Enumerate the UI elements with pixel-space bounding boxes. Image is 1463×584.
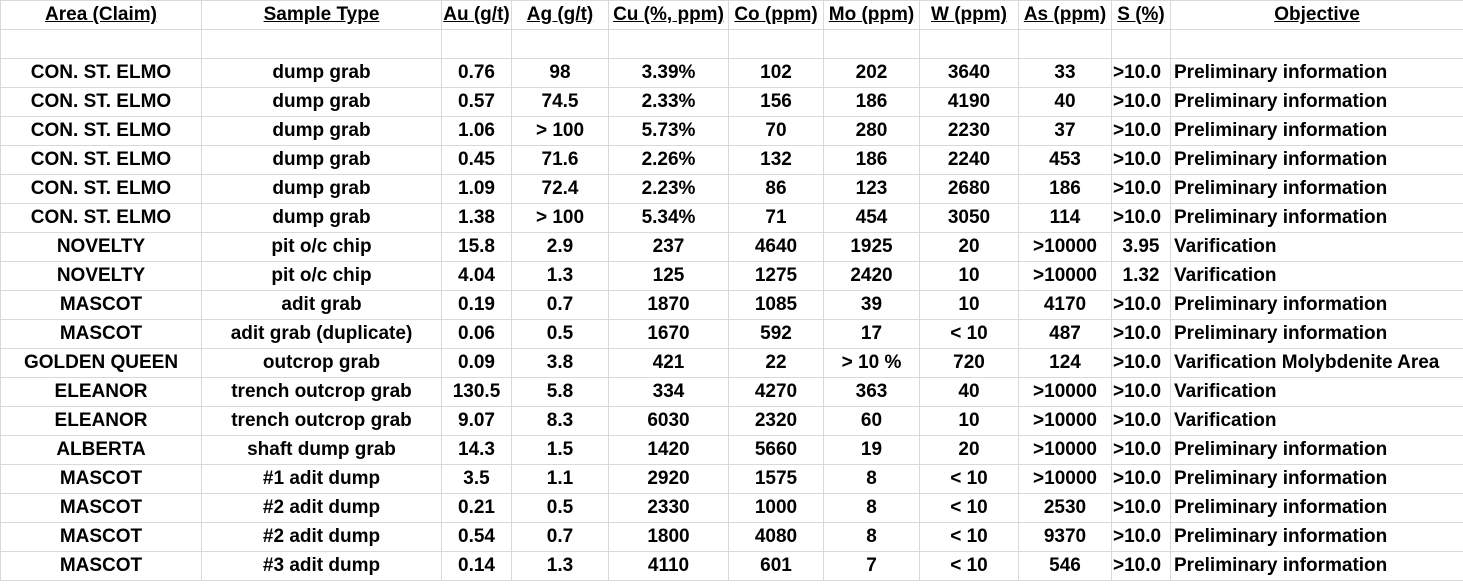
au-cell[interactable]: 0.06 [442, 320, 512, 349]
w-cell[interactable]: < 10 [920, 523, 1019, 552]
table-row [1, 378, 1463, 407]
mo-cell[interactable]: 8 [824, 465, 920, 494]
sample-type-cell[interactable]: adit grab (duplicate) [202, 320, 442, 349]
as-cell[interactable]: 9370 [1019, 523, 1112, 552]
objective-cell[interactable]: Varification [1171, 262, 1463, 291]
cu-cell[interactable]: 1800 [609, 523, 729, 552]
mo-cell[interactable]: > 10 % [824, 349, 920, 378]
as-cell[interactable]: 33 [1019, 59, 1112, 88]
sample-type-cell[interactable]: pit o/c chip [202, 233, 442, 262]
ag-cell[interactable]: 98 [512, 59, 609, 88]
area-cell[interactable]: MASCOT [1, 320, 202, 349]
as-cell[interactable]: 2530 [1019, 494, 1112, 523]
w-cell[interactable]: 20 [920, 436, 1019, 465]
co-cell[interactable]: 1575 [729, 465, 824, 494]
table-row [1, 494, 1463, 523]
co-cell[interactable]: 2320 [729, 407, 824, 436]
as-cell[interactable]: 546 [1019, 552, 1112, 581]
as-cell[interactable]: 114 [1019, 204, 1112, 233]
objective-cell[interactable]: Varification [1171, 378, 1463, 407]
ag-cell[interactable]: 5.8 [512, 378, 609, 407]
objective-cell[interactable]: Preliminary information [1171, 523, 1463, 552]
co-cell[interactable]: 601 [729, 552, 824, 581]
sample-type-cell[interactable]: trench outcrop grab [202, 407, 442, 436]
cu-cell[interactable]: 6030 [609, 407, 729, 436]
s-cell[interactable]: >10.0 [1112, 320, 1171, 349]
header-mo[interactable]: Mo (ppm) [824, 1, 920, 30]
mo-cell[interactable]: 202 [824, 59, 920, 88]
empty-row [1, 30, 1463, 59]
au-cell[interactable]: 0.21 [442, 494, 512, 523]
w-cell[interactable]: 720 [920, 349, 1019, 378]
w-cell[interactable]: 10 [920, 407, 1019, 436]
cu-cell[interactable]: 5.73% [609, 117, 729, 146]
area-cell[interactable]: ELEANOR [1, 407, 202, 436]
co-cell[interactable]: 1275 [729, 262, 824, 291]
au-cell[interactable]: 9.07 [442, 407, 512, 436]
ag-cell[interactable]: 0.5 [512, 320, 609, 349]
mo-cell[interactable]: 454 [824, 204, 920, 233]
as-cell[interactable]: >10000 [1019, 378, 1112, 407]
header-as[interactable]: As (ppm) [1019, 1, 1112, 30]
area-cell[interactable]: MASCOT [1, 465, 202, 494]
w-cell[interactable]: < 10 [920, 465, 1019, 494]
co-cell[interactable]: 592 [729, 320, 824, 349]
s-cell[interactable]: >10.0 [1112, 465, 1171, 494]
table-row [1, 465, 1463, 494]
mo-cell[interactable]: 186 [824, 88, 920, 117]
as-cell[interactable]: 453 [1019, 146, 1112, 175]
objective-cell[interactable]: Preliminary information [1171, 59, 1463, 88]
cu-cell[interactable]: 125 [609, 262, 729, 291]
sample-type-cell[interactable]: #1 adit dump [202, 465, 442, 494]
w-cell[interactable]: 10 [920, 262, 1019, 291]
objective-cell[interactable]: Preliminary information [1171, 117, 1463, 146]
table-row [1, 59, 1463, 88]
co-cell[interactable]: 71 [729, 204, 824, 233]
cu-cell[interactable]: 2.23% [609, 175, 729, 204]
area-cell[interactable]: CON. ST. ELMO [1, 146, 202, 175]
table-row [1, 291, 1463, 320]
table-row [1, 552, 1463, 581]
empty-cell[interactable] [442, 30, 512, 59]
s-cell[interactable]: >10.0 [1112, 523, 1171, 552]
table-row [1, 88, 1463, 117]
s-cell[interactable]: >10.0 [1112, 146, 1171, 175]
w-cell[interactable]: 2230 [920, 117, 1019, 146]
objective-cell[interactable]: Preliminary information [1171, 465, 1463, 494]
cu-cell[interactable]: 421 [609, 349, 729, 378]
s-cell[interactable]: >10.0 [1112, 204, 1171, 233]
objective-cell[interactable]: Preliminary information [1171, 88, 1463, 117]
ag-cell[interactable]: 1.1 [512, 465, 609, 494]
ag-cell[interactable]: 72.4 [512, 175, 609, 204]
area-cell[interactable]: CON. ST. ELMO [1, 117, 202, 146]
au-cell[interactable]: 0.19 [442, 291, 512, 320]
cu-cell[interactable]: 3.39% [609, 59, 729, 88]
s-cell[interactable]: >10.0 [1112, 349, 1171, 378]
sample-type-cell[interactable]: pit o/c chip [202, 262, 442, 291]
ag-cell[interactable]: > 100 [512, 204, 609, 233]
objective-cell[interactable]: Varification [1171, 407, 1463, 436]
s-cell[interactable]: >10.0 [1112, 59, 1171, 88]
objective-cell[interactable]: Preliminary information [1171, 436, 1463, 465]
objective-cell[interactable]: Preliminary information [1171, 291, 1463, 320]
s-cell[interactable]: 3.95 [1112, 233, 1171, 262]
ag-cell[interactable]: 3.8 [512, 349, 609, 378]
table-row [1, 349, 1463, 378]
w-cell[interactable]: 3050 [920, 204, 1019, 233]
mo-cell[interactable]: 8 [824, 523, 920, 552]
empty-cell[interactable] [824, 30, 920, 59]
w-cell[interactable]: 3640 [920, 59, 1019, 88]
area-cell[interactable]: ELEANOR [1, 378, 202, 407]
objective-cell[interactable]: Preliminary information [1171, 146, 1463, 175]
co-cell[interactable]: 4080 [729, 523, 824, 552]
sample-type-cell[interactable]: dump grab [202, 175, 442, 204]
ag-cell[interactable]: 1.3 [512, 262, 609, 291]
co-cell[interactable]: 156 [729, 88, 824, 117]
ag-cell[interactable]: 1.3 [512, 552, 609, 581]
objective-cell[interactable]: Preliminary information [1171, 175, 1463, 204]
empty-cell[interactable] [202, 30, 442, 59]
ag-cell[interactable]: 71.6 [512, 146, 609, 175]
objective-cell[interactable]: Varification Molybdenite Area [1171, 349, 1463, 378]
table-row [1, 146, 1463, 175]
mo-cell[interactable]: 8 [824, 494, 920, 523]
mo-cell[interactable]: 280 [824, 117, 920, 146]
table-row [1, 175, 1463, 204]
table-row [1, 407, 1463, 436]
objective-cell[interactable]: Preliminary information [1171, 552, 1463, 581]
header-cu[interactable]: Cu (%, ppm) [609, 1, 729, 30]
empty-cell[interactable] [609, 30, 729, 59]
cu-cell[interactable]: 237 [609, 233, 729, 262]
s-cell[interactable]: >10.0 [1112, 88, 1171, 117]
as-cell[interactable]: 124 [1019, 349, 1112, 378]
table-row [1, 320, 1463, 349]
mo-cell[interactable]: 123 [824, 175, 920, 204]
sample-type-cell[interactable]: dump grab [202, 59, 442, 88]
area-cell[interactable]: MASCOT [1, 291, 202, 320]
as-cell[interactable]: 186 [1019, 175, 1112, 204]
ag-cell[interactable]: 0.7 [512, 523, 609, 552]
table-row [1, 233, 1463, 262]
as-cell[interactable]: >10000 [1019, 262, 1112, 291]
ag-cell[interactable]: 1.5 [512, 436, 609, 465]
header-ag[interactable]: Ag (g/t) [512, 1, 609, 30]
as-cell[interactable]: 4170 [1019, 291, 1112, 320]
table-row [1, 523, 1463, 552]
as-cell[interactable]: 487 [1019, 320, 1112, 349]
co-cell[interactable]: 4640 [729, 233, 824, 262]
as-cell[interactable]: >10000 [1019, 407, 1112, 436]
cu-cell[interactable]: 4110 [609, 552, 729, 581]
sample-type-cell[interactable]: dump grab [202, 204, 442, 233]
co-cell[interactable]: 5660 [729, 436, 824, 465]
header-sample-type[interactable]: Sample Type [202, 1, 442, 30]
cu-cell[interactable]: 1870 [609, 291, 729, 320]
objective-cell[interactable]: Varification [1171, 233, 1463, 262]
w-cell[interactable]: 4190 [920, 88, 1019, 117]
w-cell[interactable]: < 10 [920, 494, 1019, 523]
sample-type-cell[interactable]: dump grab [202, 88, 442, 117]
ag-cell[interactable]: 0.7 [512, 291, 609, 320]
s-cell[interactable]: 1.32 [1112, 262, 1171, 291]
as-cell[interactable]: >10000 [1019, 233, 1112, 262]
co-cell[interactable]: 132 [729, 146, 824, 175]
header-co[interactable]: Co (ppm) [729, 1, 824, 30]
empty-cell[interactable] [729, 30, 824, 59]
empty-cell[interactable] [512, 30, 609, 59]
area-cell[interactable]: NOVELTY [1, 262, 202, 291]
cu-cell[interactable]: 1670 [609, 320, 729, 349]
au-cell[interactable]: 1.06 [442, 117, 512, 146]
co-cell[interactable]: 102 [729, 59, 824, 88]
s-cell[interactable]: >10.0 [1112, 552, 1171, 581]
s-cell[interactable]: >10.0 [1112, 494, 1171, 523]
header-au[interactable]: Au (g/t) [442, 1, 512, 30]
co-cell[interactable]: 22 [729, 349, 824, 378]
area-cell[interactable]: ALBERTA [1, 436, 202, 465]
w-cell[interactable]: < 10 [920, 552, 1019, 581]
co-cell[interactable]: 4270 [729, 378, 824, 407]
sample-type-cell[interactable]: adit grab [202, 291, 442, 320]
empty-cell[interactable] [1, 30, 202, 59]
au-cell[interactable]: 0.09 [442, 349, 512, 378]
mo-cell[interactable]: 186 [824, 146, 920, 175]
w-cell[interactable]: 20 [920, 233, 1019, 262]
table-row [1, 204, 1463, 233]
area-cell[interactable]: MASCOT [1, 494, 202, 523]
s-cell[interactable]: >10.0 [1112, 291, 1171, 320]
w-cell[interactable]: 2240 [920, 146, 1019, 175]
area-cell[interactable]: CON. ST. ELMO [1, 59, 202, 88]
w-cell[interactable]: 2680 [920, 175, 1019, 204]
header-row [1, 1, 1463, 30]
area-cell[interactable]: MASCOT [1, 552, 202, 581]
area-cell[interactable]: CON. ST. ELMO [1, 204, 202, 233]
cu-cell[interactable]: 2.26% [609, 146, 729, 175]
header-area-claim[interactable]: Area (Claim) [1, 1, 202, 30]
area-cell[interactable]: MASCOT [1, 523, 202, 552]
empty-cell[interactable] [1171, 30, 1463, 59]
mo-cell[interactable]: 39 [824, 291, 920, 320]
objective-cell[interactable]: Preliminary information [1171, 320, 1463, 349]
cu-cell[interactable]: 2.33% [609, 88, 729, 117]
objective-cell[interactable]: Preliminary information [1171, 494, 1463, 523]
au-cell[interactable]: 1.38 [442, 204, 512, 233]
mo-cell[interactable]: 363 [824, 378, 920, 407]
table-row [1, 262, 1463, 291]
table-row [1, 436, 1463, 465]
au-cell[interactable]: 0.54 [442, 523, 512, 552]
co-cell[interactable]: 1000 [729, 494, 824, 523]
sample-type-cell[interactable]: outcrop grab [202, 349, 442, 378]
objective-cell[interactable]: Preliminary information [1171, 204, 1463, 233]
au-cell[interactable]: 1.09 [442, 175, 512, 204]
s-cell[interactable]: >10.0 [1112, 175, 1171, 204]
area-cell[interactable]: GOLDEN QUEEN [1, 349, 202, 378]
cu-cell[interactable]: 2330 [609, 494, 729, 523]
au-cell[interactable]: 14.3 [442, 436, 512, 465]
sample-type-cell[interactable]: #3 adit dump [202, 552, 442, 581]
s-cell[interactable]: >10.0 [1112, 436, 1171, 465]
mo-cell[interactable]: 17 [824, 320, 920, 349]
au-cell[interactable]: 0.76 [442, 59, 512, 88]
cu-cell[interactable]: 1420 [609, 436, 729, 465]
sample-type-cell[interactable]: #2 adit dump [202, 494, 442, 523]
mo-cell[interactable]: 7 [824, 552, 920, 581]
au-cell[interactable]: 0.57 [442, 88, 512, 117]
header-objective[interactable]: Objective [1171, 1, 1463, 30]
area-cell[interactable]: CON. ST. ELMO [1, 88, 202, 117]
s-cell[interactable]: >10.0 [1112, 378, 1171, 407]
table-body [1, 30, 1463, 581]
as-cell[interactable]: 37 [1019, 117, 1112, 146]
au-cell[interactable]: 3.5 [442, 465, 512, 494]
header-w[interactable]: W (ppm) [920, 1, 1019, 30]
w-cell[interactable]: < 10 [920, 320, 1019, 349]
s-cell[interactable]: >10.0 [1112, 407, 1171, 436]
mo-cell[interactable]: 60 [824, 407, 920, 436]
as-cell[interactable]: 40 [1019, 88, 1112, 117]
cu-cell[interactable]: 334 [609, 378, 729, 407]
as-cell[interactable]: >10000 [1019, 465, 1112, 494]
cu-cell[interactable]: 2920 [609, 465, 729, 494]
sample-type-cell[interactable]: #2 adit dump [202, 523, 442, 552]
empty-cell[interactable] [1019, 30, 1112, 59]
sample-type-cell[interactable]: dump grab [202, 117, 442, 146]
co-cell[interactable]: 1085 [729, 291, 824, 320]
au-cell[interactable]: 0.14 [442, 552, 512, 581]
as-cell[interactable]: >10000 [1019, 436, 1112, 465]
au-cell[interactable]: 15.8 [442, 233, 512, 262]
w-cell[interactable]: 10 [920, 291, 1019, 320]
empty-cell[interactable] [1112, 30, 1171, 59]
w-cell[interactable]: 40 [920, 378, 1019, 407]
area-cell[interactable]: CON. ST. ELMO [1, 175, 202, 204]
sample-type-cell[interactable]: trench outcrop grab [202, 378, 442, 407]
au-cell[interactable]: 130.5 [442, 378, 512, 407]
sample-type-cell[interactable]: dump grab [202, 146, 442, 175]
au-cell[interactable]: 4.04 [442, 262, 512, 291]
ag-cell[interactable]: 74.5 [512, 88, 609, 117]
co-cell[interactable]: 86 [729, 175, 824, 204]
mo-cell[interactable]: 1925 [824, 233, 920, 262]
header-s[interactable]: S (%) [1112, 1, 1171, 30]
ag-cell[interactable]: > 100 [512, 117, 609, 146]
ag-cell[interactable]: 8.3 [512, 407, 609, 436]
mo-cell[interactable]: 19 [824, 436, 920, 465]
empty-cell[interactable] [920, 30, 1019, 59]
table-row [1, 117, 1463, 146]
co-cell[interactable]: 70 [729, 117, 824, 146]
ag-cell[interactable]: 0.5 [512, 494, 609, 523]
cu-cell[interactable]: 5.34% [609, 204, 729, 233]
area-cell[interactable]: NOVELTY [1, 233, 202, 262]
s-cell[interactable]: >10.0 [1112, 117, 1171, 146]
sample-type-cell[interactable]: shaft dump grab [202, 436, 442, 465]
ag-cell[interactable]: 2.9 [512, 233, 609, 262]
au-cell[interactable]: 0.45 [442, 146, 512, 175]
mo-cell[interactable]: 2420 [824, 262, 920, 291]
